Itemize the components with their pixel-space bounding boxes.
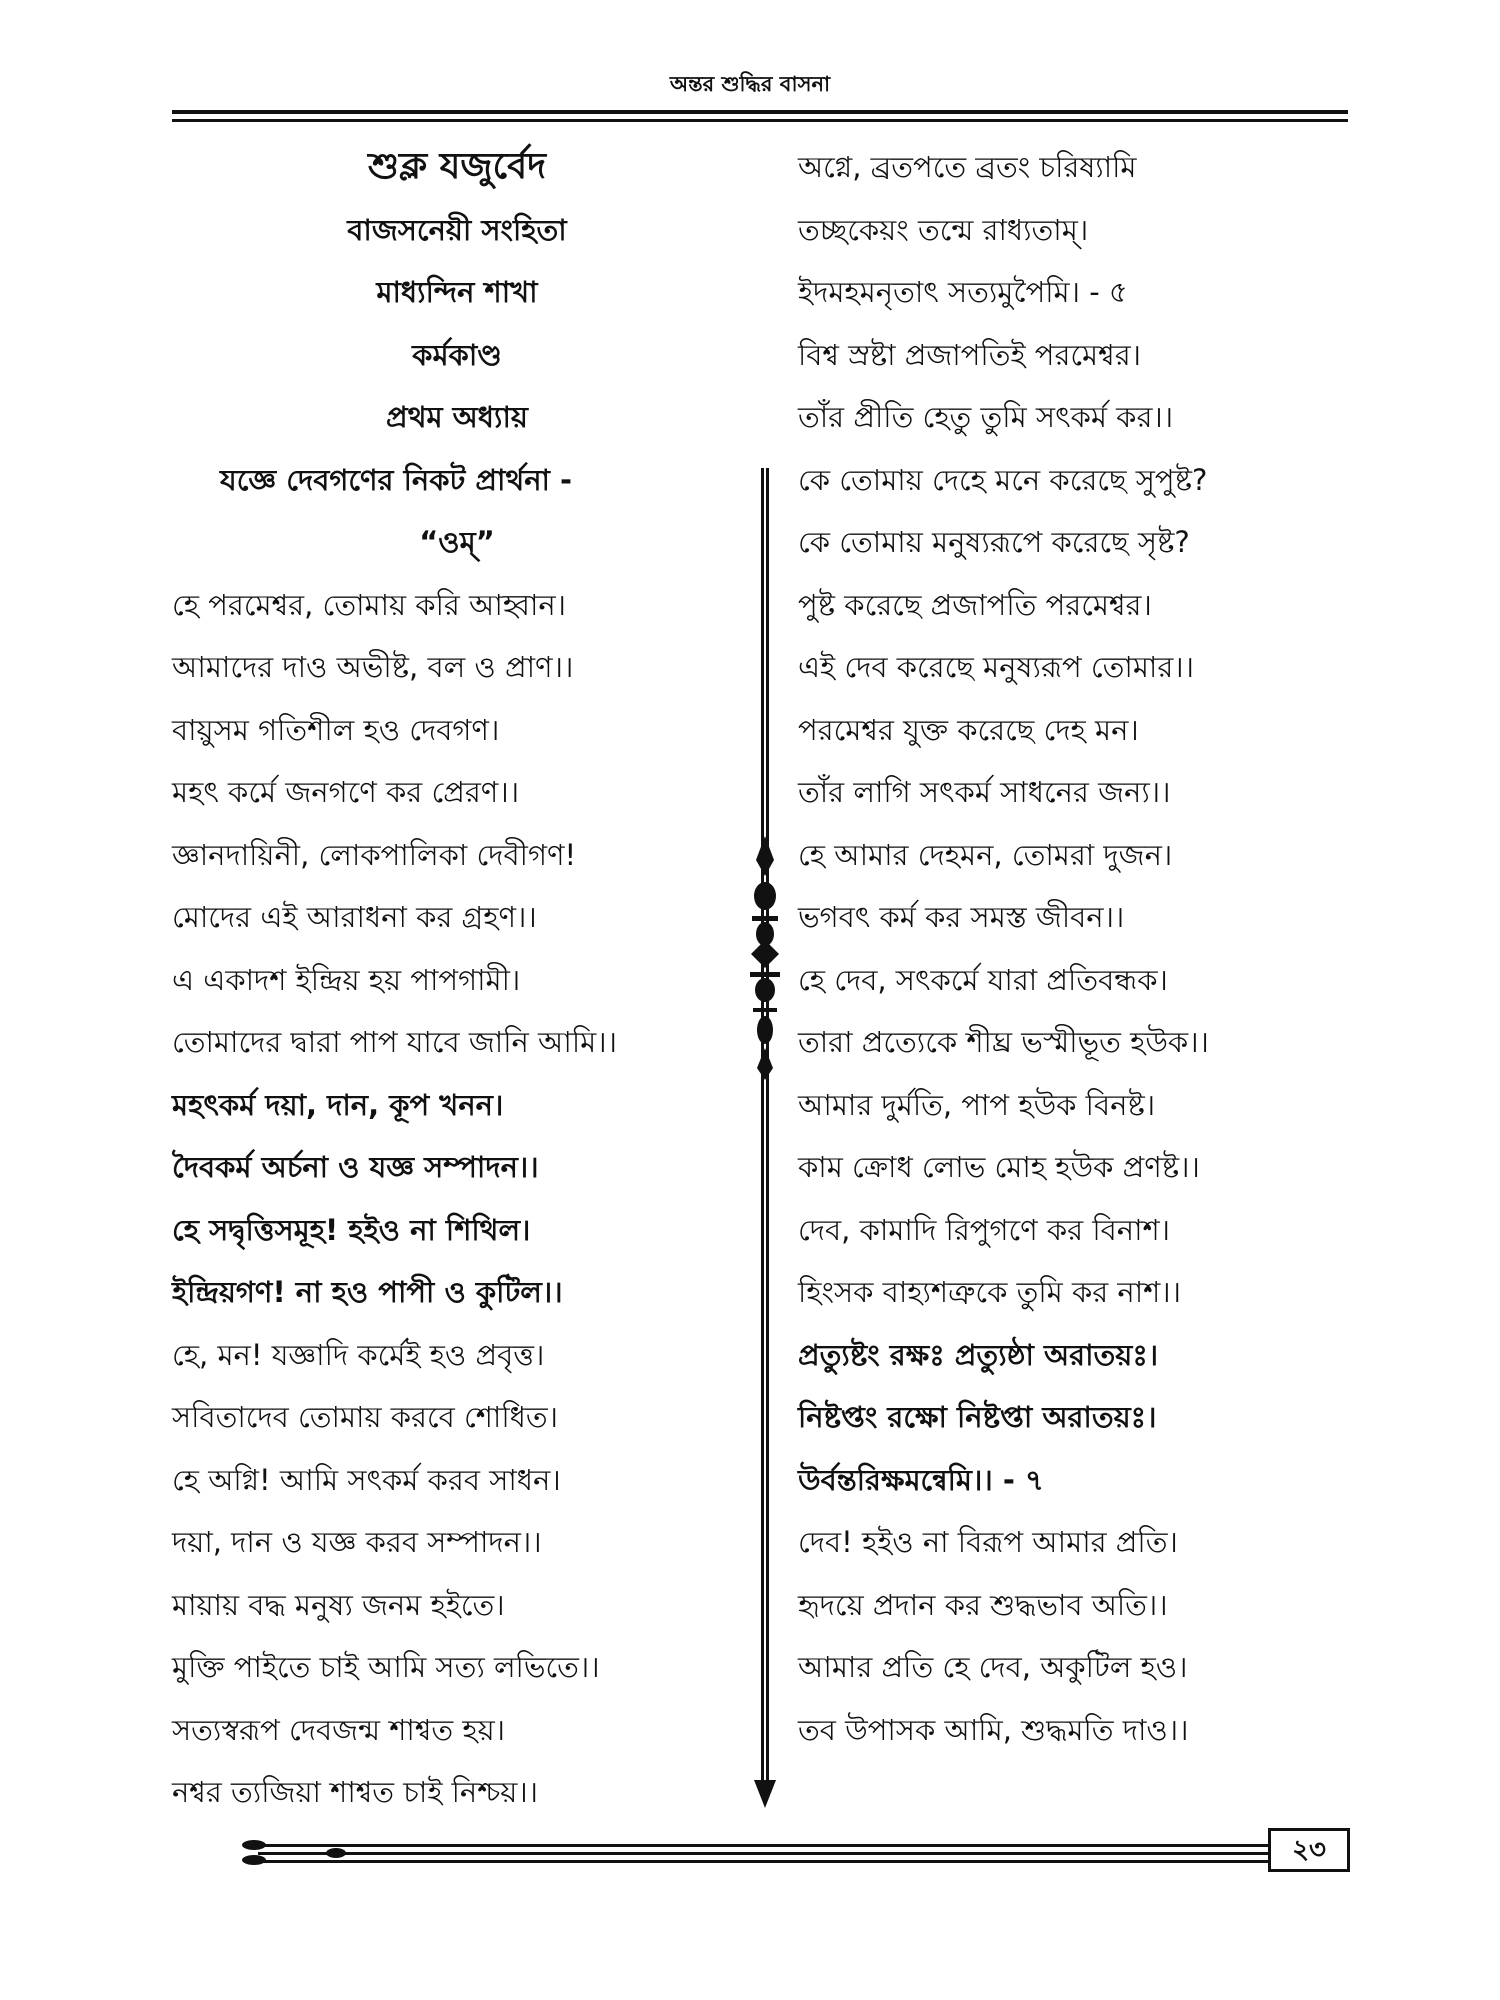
header-rule-top [172, 110, 1348, 114]
verse-line: ইদমহমনৃতাৎ সত্যমুপৈমি। - ৫ [798, 275, 1128, 309]
invocation-heading: “ওম্” [419, 525, 495, 559]
right-column [798, 136, 1358, 1761]
verse-line: কে তোমায় দেহে মনে করেছে সুপুষ্ট? [798, 462, 1208, 497]
verse-line: পরমেশ্বর যুক্ত করেছে দেহ মন। [798, 712, 1139, 747]
mantra-line: উর্বন্তরিক্ষমন্বেমি।। - ৭ [798, 1462, 1044, 1497]
verse-line: মুক্তি পাইতে চাই আমি সত্য লভিতে।। [172, 1650, 600, 1684]
verse-line: হে সদ্বৃত্তিসমূহ! হইও না শিথিল। [172, 1212, 531, 1247]
verse-line: সবিতাদেব তোমায় করবে শোধিত। [172, 1400, 559, 1434]
verse-line: অগ্নে, ব্রতপতে ব্রতং চরিষ্যামি [798, 150, 1137, 184]
subheading: মাধ্যন্দিন শাখা [376, 275, 538, 309]
verse-line: আমাদের দাও অভীষ্ট, বল ও প্রাণ।। [172, 650, 574, 684]
verse-line: বায়ুসম গতিশীল হও দেবগণ। [172, 712, 500, 747]
chapter-heading: প্রথম অধ্যায় [386, 400, 528, 434]
verse-line: তব উপাসক আমি, শুদ্ধমতি দাও।। [798, 1712, 1189, 1747]
verse-line: হে পরমেশ্বর, তোমায় করি আহ্বান। [172, 587, 567, 622]
verse-line: হিংসক বাহ্যশত্রুকে তুমি কর নাশ।। [798, 1275, 1182, 1309]
verse-line: ইন্দ্রিয়গণ! না হও পাপী ও কুটিল।। [172, 1275, 563, 1309]
verse-line: ভগবৎ কর্ম কর সমস্ত জীবন।। [798, 900, 1125, 934]
verse-line: তোমাদের দ্বারা পাপ যাবে জানি আমি।। [172, 1025, 618, 1059]
verse-line: হে, মন! যজ্ঞাদি কর্মেই হও প্রবৃত্ত। [172, 1337, 545, 1372]
verse-line: বিশ্ব স্রষ্টা প্রজাপতিই পরমেশ্বর। [798, 337, 1142, 372]
verse-line: তচ্ছকেয়ং তন্মে রাধ্যতাম্। [798, 212, 1089, 247]
verse-line: কাম ক্রোধ লোভ মোহ হউক প্রণষ্ট।। [798, 1150, 1200, 1184]
verse-line: তারা প্রত্যেকে শীঘ্র ভস্মীভূত হউক।। [798, 1025, 1209, 1059]
verse-line: সত্যস্বরূপ দেবজন্ম শাশ্বত হয়। [172, 1712, 506, 1747]
verse-line: আমার দুর্মতি, পাপ হউক বিনষ্ট। [798, 1087, 1156, 1122]
verse-line: এই দেব করেছে মনুষ্যরূপ তোমার।। [798, 650, 1195, 684]
verse-line: পুষ্ট করেছে প্রজাপতি পরমেশ্বর। [798, 587, 1152, 622]
verse-line: দৈবকর্ম অর্চনা ও যজ্ঞ সম্পাদন।। [172, 1150, 539, 1184]
subheading: বাজসনেয়ী সংহিতা [347, 212, 567, 247]
verse-line: তাঁর লাগি সৎকর্ম সাধনের জন্য।। [798, 775, 1171, 809]
header-rule-bottom [172, 119, 1348, 122]
verse-line: হৃদয়ে প্রদান কর শুদ্ধভাব অতি।। [798, 1587, 1168, 1622]
running-head: অন্তর শুদ্ধির বাসনা [669, 72, 831, 96]
verse-line: হে অগ্নি! আমি সৎকর্ম করব সাধন। [172, 1462, 561, 1497]
verse-line: নশ্বর ত্যজিয়া শাশ্বত চাই নিশ্চয়।। [172, 1775, 539, 1809]
verse-line: তাঁর প্রীতি হেতু তুমি সৎকর্ম কর।। [798, 400, 1174, 434]
verse-line: দেব! হইও না বিরূপ আমার প্রতি। [798, 1525, 1178, 1559]
text-heading: শুক্ল যজুর্বেদ [367, 146, 547, 187]
column-divider-ornament [745, 468, 785, 1808]
subheading: কর্মকাণ্ড [412, 337, 502, 372]
page-number: ২৩ [1268, 1828, 1350, 1872]
footer-ornament-rule [240, 1830, 1270, 1874]
mantra-line: প্রত্যুষ্টং রক্ষঃ প্রত্যুষ্ঠা অরাতয়ঃ। [798, 1337, 1159, 1372]
verse-line: কে তোমায় মনুষ্যরূপে করেছে সৃষ্ট? [798, 525, 1190, 559]
verse-line: মহৎকর্ম দয়া, দান, কূপ খনন। [172, 1087, 504, 1122]
verse-line: দয়া, দান ও যজ্ঞ করব সম্পাদন।। [172, 1525, 542, 1559]
verse-line: মায়ায় বদ্ধ মনুষ্য জনম হইতে। [172, 1587, 505, 1622]
verse-line: মহৎ কর্মে জনগণে কর প্রেরণ।। [172, 775, 520, 809]
verse-line: হে দেব, সৎকর্মে যারা প্রতিবন্ধক। [798, 962, 1168, 997]
verse-line: দেব, কামাদি রিপুগণে কর বিনাশ। [798, 1212, 1171, 1247]
verse-line: মোদের এই আরাধনা কর গ্রহণ।। [172, 900, 537, 934]
section-heading: যজ্ঞে দেবগণের নিকট প্রার্থনা - [220, 462, 573, 497]
mantra-line: নিষ্টপ্তং রক্ষো নিষ্টপ্তা অরাতয়ঃ। [798, 1400, 1157, 1434]
verse-line: জ্ঞানদায়িনী, লোকপালিকা দেবীগণ! [172, 837, 577, 872]
verse-line: আমার প্রতি হে দেব, অকুটিল হও। [798, 1650, 1188, 1684]
left-column [172, 136, 742, 1824]
verse-line: হে আমার দেহমন, তোমরা দুজন। [798, 837, 1173, 872]
verse-line: এ একাদশ ইন্দ্রিয় হয় পাপগামী। [172, 962, 521, 997]
